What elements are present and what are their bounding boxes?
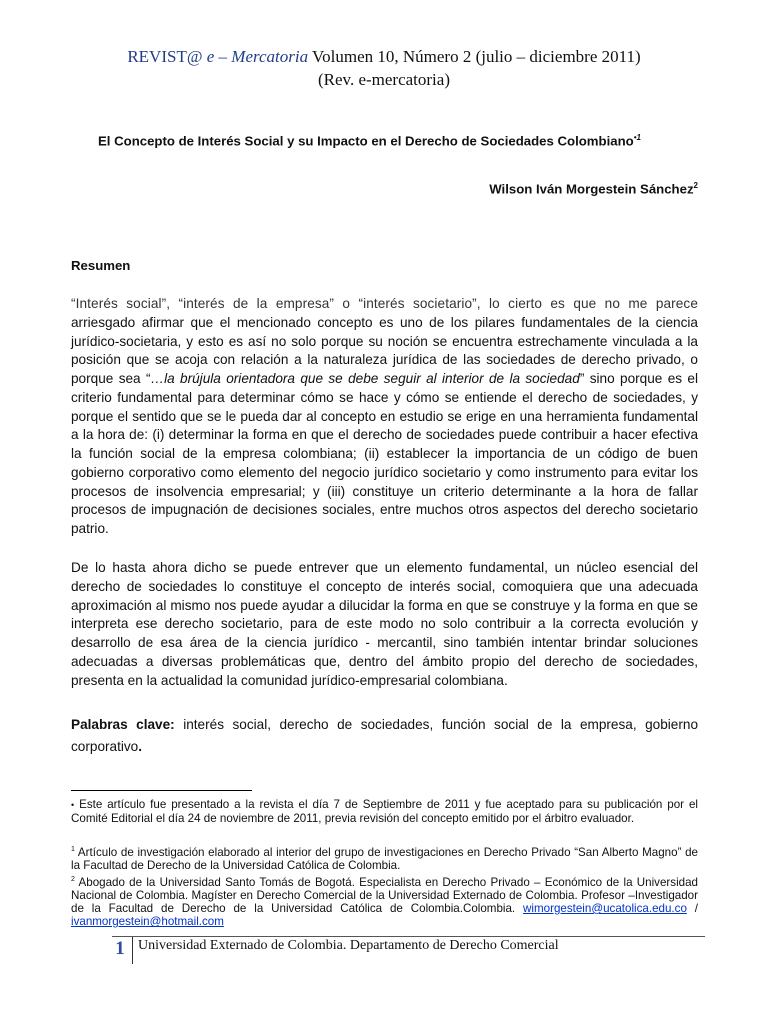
journal-short-name: (Rev. e-mercatoria) [318, 70, 450, 89]
email-link-ucatolica[interactable]: wimorgestein@ucatolica.edu.co [523, 902, 687, 916]
page-footer-text: Universidad Externado de Colombia. Departamento de Derecho Comercial [138, 938, 559, 953]
keywords-label: Palabras clave: [71, 717, 175, 732]
abstract-paragraph-1: “Interés social”, “interés de la empresa” o “interés societario”, lo cierto es que no me parece arriesgado afirmar que el mencionado concepto es uno de los pilares fundamentales de la ciencia jurídico-societaria, y esto es así no solo porque su noción se encuentra estrechamente vinculada a la posición que se acoja con relación a la naturaleza jurídica de las sociedades de derecho privado, o porque sea “…la brújula orientadora que se debe seguir al interior de la sociedad” sino porque es el criterio fundamental para determinar cómo se hace y cómo se entiende el derecho de sociedades, y porque el sentido que se le pueda dar al concepto en estudio se erige en una herramienta fundamental a la hora de: (i) determinar la forma en que el derecho de sociedades puede contribuir a hacer efectiva la función social de la empresa colombiana; (ii) establecer la importancia de un código de buen gobierno corporativo como elemento del negocio jurídico societario y como instrumento para evitar los procesos de insolvencia empresarial; y (iii) constituye un criterio determinante a la hora de fallar procesos de impugnación de decisiones sociales, entre muchos otros aspectos del derecho societario patrio. [71, 296, 698, 536]
abstract-heading: Resumen [71, 258, 131, 273]
journal-volume: Volumen 10, Número 2 (julio – diciembre 2011) [308, 47, 641, 66]
abstract-first-line: “Interés social”, “interés de la empresa” o “interés societario”, lo cierto es que no me parece [71, 296, 698, 311]
email-link-hotmail[interactable]: ivanmorgestein@hotmail.com [71, 915, 224, 929]
footnote-bullet: • Este artículo fue presentado a la revista el día 7 de Septiembre de 2011 y fue aceptado para su publicación por el Comité Editorial el día 24 de noviembre de 2011, previa revisión del concepto emitido por el árbitro evaluador. [71, 798, 698, 826]
footnote-1: $^1$ Artículo de investigación elaborado al interior del grupo de investigaciones en Derecho Privado “San Alberto Magno” de la Facultad de Derecho de la Universidad Católica de Colombia. [71, 845, 698, 872]
footnote-separator [71, 790, 252, 791]
article-author: Wilson Iván Morgestein Sánchez$^2$ [489, 181, 698, 197]
title-footnote-marks: •1 [633, 133, 641, 142]
page-footer-rule [112, 936, 705, 937]
journal-header-line [0, 45, 768, 68]
footnote-2: $^2$ Abogado de la Universidad Santo Tomás de Bogotá. Especialista en Derecho Privado – Económico de la Universidad Nacional de Colombia. Magíster en Derecho Comercial de la Universidad Externado de Colombia. Profesor –Investigador de la Facultad de Derecho de la Universidad Católica de Colombia.Colombia. wimorgestein@ucatolica.edu.co / ivanmorgestein@hotmail.com [71, 875, 698, 929]
journal-brand: REVIST@ e – Mercatoria [127, 47, 309, 66]
keywords: Palabras clave: interés social, derecho de sociedades, función social de la empresa, gobierno corporativo. [71, 717, 699, 754]
article-title: El Concepto de Interés Social y su Impacto en el Derecho de Sociedades Colombiano$^{•1}$ [98, 133, 641, 149]
page-footer-divider [132, 937, 133, 964]
author-footnote-mark: 2 [693, 181, 698, 190]
abstract-quote: …la brújula orientadora que se debe seguir al interior de la sociedad [150, 371, 580, 386]
keywords-list: interés social, derecho de sociedades, función social de la empresa, gobierno corporativo [71, 717, 699, 754]
page-number: 1 [115, 938, 125, 959]
journal-header [0, 45, 768, 91]
abstract-paragraph-2: De lo hasta ahora dicho se puede entrever que un elemento fundamental, un núcleo esencial del derecho de sociedades lo constituye el concepto de interés social, comoquiera que una adecuada aproximación al mismo nos puede ayudar a dilucidar la forma en que se construye y la forma en que se interpreta ese derecho societario, para de este modo no solo contribuir a la correcta evolución y desarrollo de esa área de la ciencia jurídico - mercantil, sino también intentar brindar soluciones adecuadas a diversas problemáticas que, dentro del ámbito propio del derecho de sociedades, presenta en la actualidad la comunidad jurídico-empresarial colombiana. [71, 560, 698, 688]
